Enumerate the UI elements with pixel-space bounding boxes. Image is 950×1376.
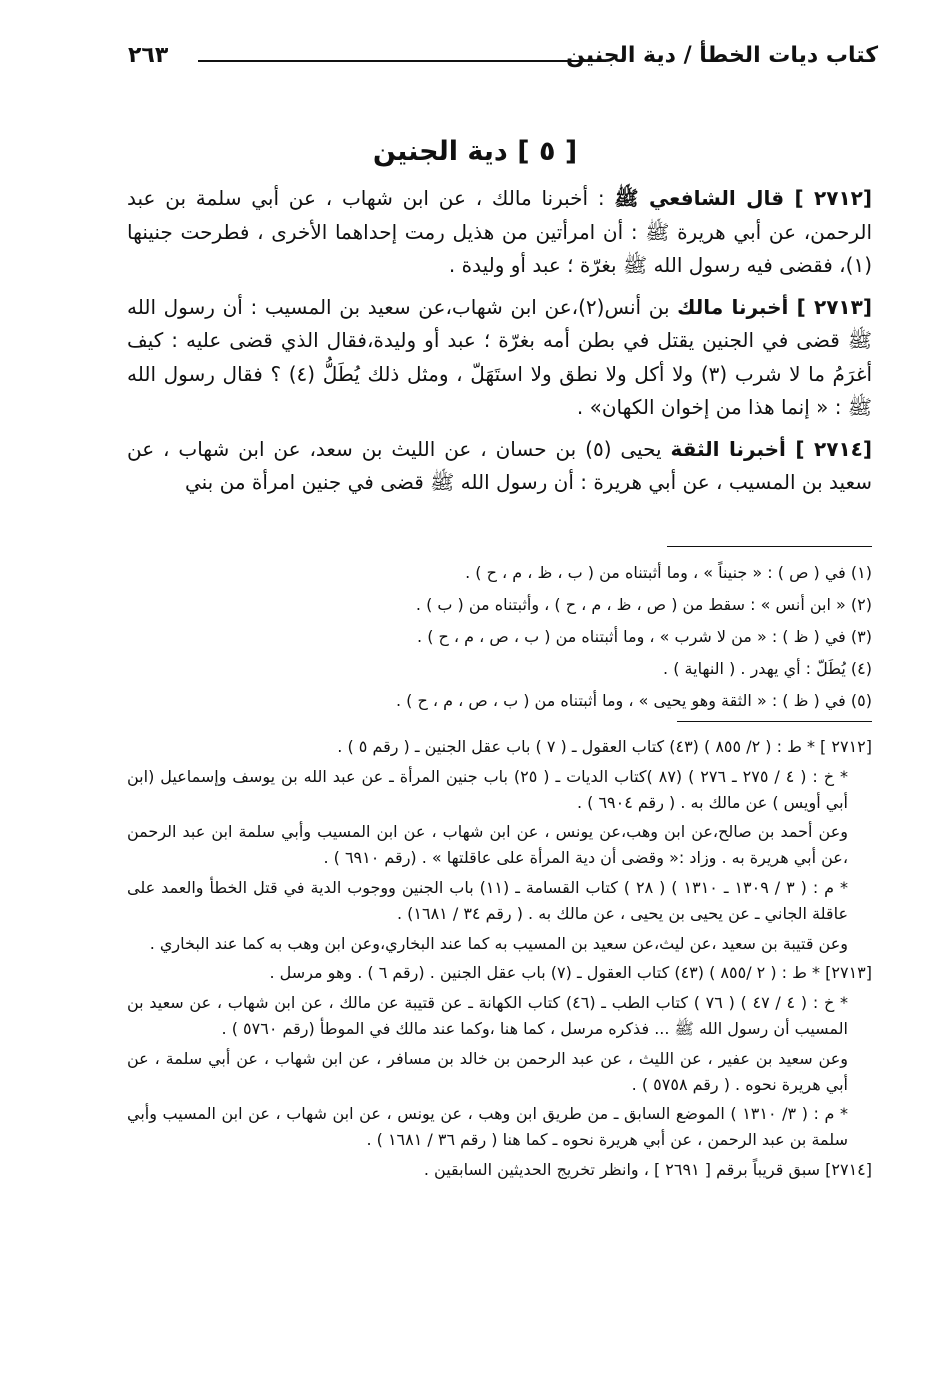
running-header-title: كتاب ديات الخطأ / دية الجنين bbox=[565, 43, 878, 68]
chapter-heading: [ ٥ ] دية الجنين bbox=[372, 136, 578, 167]
footnote-item: (٥) في ( ظ ) : « الثقة وهو يحيى » ، وما أثبتناه من ( ب ، ص ، م ، ح ) . bbox=[395, 691, 872, 710]
takhrij-entry: [٢٧١٣] * ط : ( ٢ /٨٥٥ ) (٤٣) كتاب العقول ـ (٧) باب عقل الجنين . (رقم ٦ ) . وهو مرسل . bbox=[269, 963, 872, 983]
takhrij-entry: * خ : ( ٤ / ٢٧٥ ـ ٢٧٦ ) (٨٧ )كتاب الديات ـ ( ٢٥) باب جنين المرأة ـ عن عبد الله بن يوسف وإسماعيل (ابن أبي أويس ) عن مالك به . ( رقم ٦٩٠٤ ) . bbox=[127, 766, 849, 812]
footnote-item: (٤) يُطَلّ : أي يهدر . ( النهاية ) . bbox=[663, 659, 872, 678]
footnote-item: (٢) « ابن أنس » : سقط من ( ص ، ظ ، م ، ح ) ، وأثبتناه من ( ب ) . bbox=[415, 595, 872, 614]
takhrij-entry: * خ : ( ٤ / ٤٧ ) ( ٧٦ ) كتاب الطب ـ (٤٦) كتاب الكهانة ـ عن قتيبة عن مالك ، عن ابن شهاب ، عن سعيد بن المسيب أن رسول الله ﷺ ... فذكره مرسل ، كما هنا ،وكما عند مالك في الموطأ (رقم ٥٧٦٠ ) . bbox=[127, 993, 848, 1038]
main-text bbox=[127, 182, 872, 508]
paragraph-2713 bbox=[127, 291, 872, 425]
page-number: ٢٦٣ bbox=[128, 43, 169, 68]
footnotes bbox=[127, 557, 872, 717]
paragraph-lead: [٢٧١٢ ] قال الشافعي ﷺ bbox=[614, 186, 872, 210]
running-header bbox=[128, 38, 878, 74]
takhrij-entry: [٢٧١٤] سبق قريباً برقم [ ٢٦٩١ ] ، وانظر تخريج الحديثين السابقين . bbox=[423, 1159, 872, 1179]
header-rule bbox=[198, 60, 606, 62]
takhrij-entry: وعن أحمد بن صالح،عن ابن وهب،عن يونس ، عن ابن شهاب ، عن ابن المسيب وأبي سلمة ابن عبد الرحمن ،عن أبي هريرة به . وزاد :« وقضى أن دية المرأة على عاقلتها » . (رقم ٦٩١٠ ) . bbox=[127, 822, 848, 868]
takhrij-section bbox=[127, 734, 872, 1187]
paragraph-lead: [٢٧١٣ ] أخبرنا مالك bbox=[677, 294, 872, 319]
takhrij-separator bbox=[677, 721, 872, 722]
paragraph-lead: [٢٧١٤ ] أخبرنا الثقة bbox=[670, 436, 872, 461]
paragraph-2712 bbox=[127, 182, 872, 283]
footnote-item: (١) في ( ص ) : « جنيناً » ، وما أثبتناه من ( ب ، ظ ، م ، ح ) . bbox=[465, 563, 872, 582]
takhrij-entry: [٢٧١٢ ] * ط : ( ٢/ ٨٥٥ ) (٤٣) كتاب العقول ـ ( ٧ ) باب عقل الجنين ـ ( رقم ٥ ) . bbox=[337, 737, 872, 756]
paragraph-text: بن أنس(٢)،عن ابن شهاب،عن سعيد بن المسيب : أن رسول الله ﷺ قضى في الجنين يقتل في بطن أمه بغرّة ؛ عبد أو وليدة،فقال الذي قضى عليه : كيف أغرَمُ ما لا شرب (٣) ولا أكل ولا نطق ولا استَهَلّ ، ومثل ذلك يُطَلُّ (٤) ؟ فقال رسول الله ﷺ : « إنما هذا من إخوان الكهان» . bbox=[127, 294, 872, 419]
footnote-separator bbox=[667, 546, 872, 547]
takhrij-entry: * م : ( ٣/ ١٣١٠ ) الموضع السابق ـ من طريق ابن وهب ، عن يونس ، عن ابن شهاب ، عن ابن المسيب وأبي سلمة بن عبد الرحمن ، عن أبي هريرة نحوه ـ كما هنا ( رقم ٣٦ / ١٦٨١ ) . bbox=[127, 1104, 848, 1150]
takhrij-entry: وعن قتيبة بن سعيد ،عن ليث،عن سعيد بن المسيب به كما عند البخاري،وعن ابن وهب به كما عند البخاري . bbox=[149, 933, 848, 953]
paragraph-2714 bbox=[127, 433, 872, 500]
paragraph-text: يحيى (٥) بن حسان ، عن الليث بن سعد، عن ابن شهاب ، عن سعيد بن المسيب ، عن أبي هريرة : أن رسول الله ﷺ قضى في جنين امرأة من بني bbox=[127, 436, 872, 494]
takhrij-entry: وعن سعيد بن عفير ، عن الليث ، عن عبد الرحمن بن خالد بن مسافر ، عن ابن شهاب ، عن أبي سلمة ، عن أبي هريرة نحوه . ( رقم ٥٧٥٨ ) . bbox=[127, 1048, 848, 1094]
paragraph-text: : أخبرنا مالك ، عن ابن شهاب ، عن أبي سلمة بن عبد الرحمن، عن أبي هريرة ﷺ : أن امرأتين من هذيل رمت إحداهما الأخرى ، فطرحت جنينها (١)، فقضى فيه رسول الله ﷺ بغرّة ؛ عبد أو وليدة . bbox=[127, 186, 872, 277]
takhrij-entry: * م : ( ٣ / ١٣٠٩ ـ ١٣١٠ ) ( ٢٨ ) كتاب القسامة ـ (١١) باب الجنين ووجوب الدية في قتل الخطأ والعمد على عاقلة الجاني ـ عن يحيى بن يحيى ، عن مالك به . ( رقم ٣٤ / ١٦٨١) . bbox=[127, 877, 849, 923]
footnote-item: (٣) في ( ظ ) : « من لا شرب » ، وما أثبتناه من ( ب ، ص ، م ، ح ) . bbox=[417, 627, 872, 646]
